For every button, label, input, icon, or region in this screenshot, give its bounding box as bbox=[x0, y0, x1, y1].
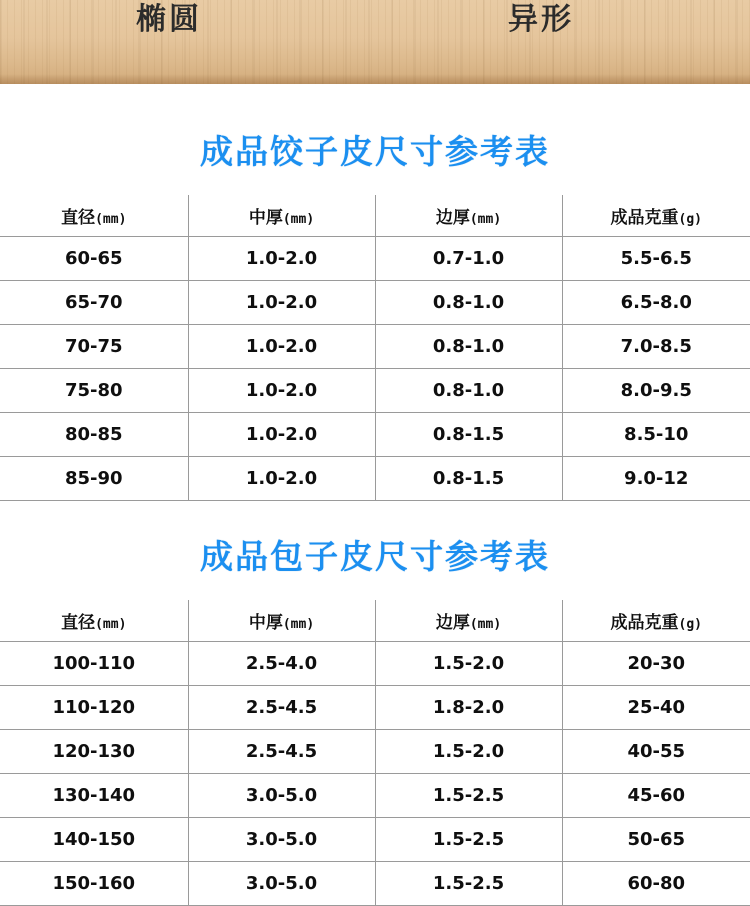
cell-diameter: 85-90 bbox=[0, 457, 188, 501]
cell-center-thickness: 2.5-4.5 bbox=[188, 730, 375, 774]
wood-banner bbox=[0, 0, 750, 84]
table-row bbox=[0, 862, 750, 906]
table-header-row bbox=[0, 195, 750, 237]
header-text: 边厚 bbox=[435, 208, 470, 228]
cell-weight: 50-65 bbox=[562, 818, 750, 862]
cell-weight: 5.5-6.5 bbox=[562, 237, 750, 281]
table-row bbox=[0, 730, 750, 774]
table-row bbox=[0, 369, 750, 413]
header-unit: (mm) bbox=[469, 212, 502, 227]
header-unit: (mm) bbox=[95, 212, 127, 227]
table-row bbox=[0, 237, 750, 281]
cell-diameter: 60-65 bbox=[0, 237, 188, 281]
section-title: 成品包子皮尺寸参考表 bbox=[200, 537, 550, 576]
cell-edge-thickness: 1.8-2.0 bbox=[375, 686, 562, 730]
cell-diameter: 110-120 bbox=[0, 686, 188, 730]
cell-edge-thickness: 0.7-1.0 bbox=[375, 237, 562, 281]
cell-center-thickness: 3.0-5.0 bbox=[188, 862, 375, 906]
section-bun-wrapper bbox=[0, 501, 750, 906]
cell-weight: 8.5-10 bbox=[562, 413, 750, 457]
cell-edge-thickness: 0.8-1.0 bbox=[375, 369, 562, 413]
cell-weight: 7.0-8.5 bbox=[562, 325, 750, 369]
header-text: 中厚 bbox=[248, 208, 283, 228]
header-unit: (g) bbox=[678, 617, 702, 632]
cell-diameter: 65-70 bbox=[0, 281, 188, 325]
cell-edge-thickness: 0.8-1.0 bbox=[375, 325, 562, 369]
cell-edge-thickness: 0.8-1.5 bbox=[375, 457, 562, 501]
column-header-weight bbox=[562, 195, 750, 237]
cell-edge-thickness: 1.5-2.0 bbox=[375, 642, 562, 686]
cell-weight: 6.5-8.0 bbox=[562, 281, 750, 325]
cell-center-thickness: 3.0-5.0 bbox=[188, 818, 375, 862]
section-title: 成品饺子皮尺寸参考表 bbox=[200, 132, 550, 171]
cell-edge-thickness: 1.5-2.0 bbox=[375, 730, 562, 774]
cell-diameter: 140-150 bbox=[0, 818, 188, 862]
cell-weight: 45-60 bbox=[562, 774, 750, 818]
cell-edge-thickness: 0.8-1.0 bbox=[375, 281, 562, 325]
cell-weight: 20-30 bbox=[562, 642, 750, 686]
cell-diameter: 130-140 bbox=[0, 774, 188, 818]
table-row bbox=[0, 774, 750, 818]
cell-diameter: 70-75 bbox=[0, 325, 188, 369]
column-header-center-thickness bbox=[188, 600, 375, 642]
header-text: 中厚 bbox=[248, 613, 283, 633]
table-header-row bbox=[0, 600, 750, 642]
table-row bbox=[0, 642, 750, 686]
dumpling-size-table bbox=[0, 195, 750, 501]
table-row bbox=[0, 686, 750, 730]
cell-center-thickness: 1.0-2.0 bbox=[188, 457, 375, 501]
table-row bbox=[0, 325, 750, 369]
cell-weight: 60-80 bbox=[562, 862, 750, 906]
cell-diameter: 80-85 bbox=[0, 413, 188, 457]
header-text: 直径 bbox=[61, 208, 96, 228]
cell-edge-thickness: 1.5-2.5 bbox=[375, 818, 562, 862]
header-unit: (mm) bbox=[282, 617, 315, 632]
header-text: 边厚 bbox=[435, 613, 470, 633]
header-text: 成品克重 bbox=[610, 208, 679, 228]
cell-center-thickness: 1.0-2.0 bbox=[188, 325, 375, 369]
column-header-edge-thickness bbox=[375, 600, 562, 642]
cell-weight: 25-40 bbox=[562, 686, 750, 730]
cell-diameter: 100-110 bbox=[0, 642, 188, 686]
cell-edge-thickness: 1.5-2.5 bbox=[375, 862, 562, 906]
section-dumpling-wrapper bbox=[0, 84, 750, 501]
column-header-weight bbox=[562, 600, 750, 642]
cell-weight: 8.0-9.5 bbox=[562, 369, 750, 413]
bun-size-table bbox=[0, 600, 750, 906]
header-unit: (g) bbox=[678, 212, 702, 227]
banner-label-oval: 椭圆 bbox=[136, 2, 202, 37]
cell-center-thickness: 1.0-2.0 bbox=[188, 413, 375, 457]
banner-label-irregular: 异形 bbox=[508, 2, 574, 37]
cell-edge-thickness: 0.8-1.5 bbox=[375, 413, 562, 457]
cell-weight: 40-55 bbox=[562, 730, 750, 774]
cell-center-thickness: 2.5-4.0 bbox=[188, 642, 375, 686]
cell-diameter: 150-160 bbox=[0, 862, 188, 906]
table-row bbox=[0, 818, 750, 862]
header-unit: (mm) bbox=[469, 617, 502, 632]
column-header-edge-thickness bbox=[375, 195, 562, 237]
table-row bbox=[0, 413, 750, 457]
cell-center-thickness: 1.0-2.0 bbox=[188, 369, 375, 413]
table-row bbox=[0, 281, 750, 325]
cell-center-thickness: 1.0-2.0 bbox=[188, 237, 375, 281]
cell-center-thickness: 3.0-5.0 bbox=[188, 774, 375, 818]
cell-diameter: 75-80 bbox=[0, 369, 188, 413]
header-unit: (mm) bbox=[282, 212, 315, 227]
cell-edge-thickness: 1.5-2.5 bbox=[375, 774, 562, 818]
cell-center-thickness: 2.5-4.5 bbox=[188, 686, 375, 730]
header-text: 直径 bbox=[61, 613, 96, 633]
cell-center-thickness: 1.0-2.0 bbox=[188, 281, 375, 325]
header-unit: (mm) bbox=[95, 617, 127, 632]
cell-weight: 9.0-12 bbox=[562, 457, 750, 501]
cell-diameter: 120-130 bbox=[0, 730, 188, 774]
table-row bbox=[0, 457, 750, 501]
column-header-diameter bbox=[0, 195, 188, 237]
header-text: 成品克重 bbox=[610, 613, 679, 633]
column-header-diameter bbox=[0, 600, 188, 642]
column-header-center-thickness bbox=[188, 195, 375, 237]
